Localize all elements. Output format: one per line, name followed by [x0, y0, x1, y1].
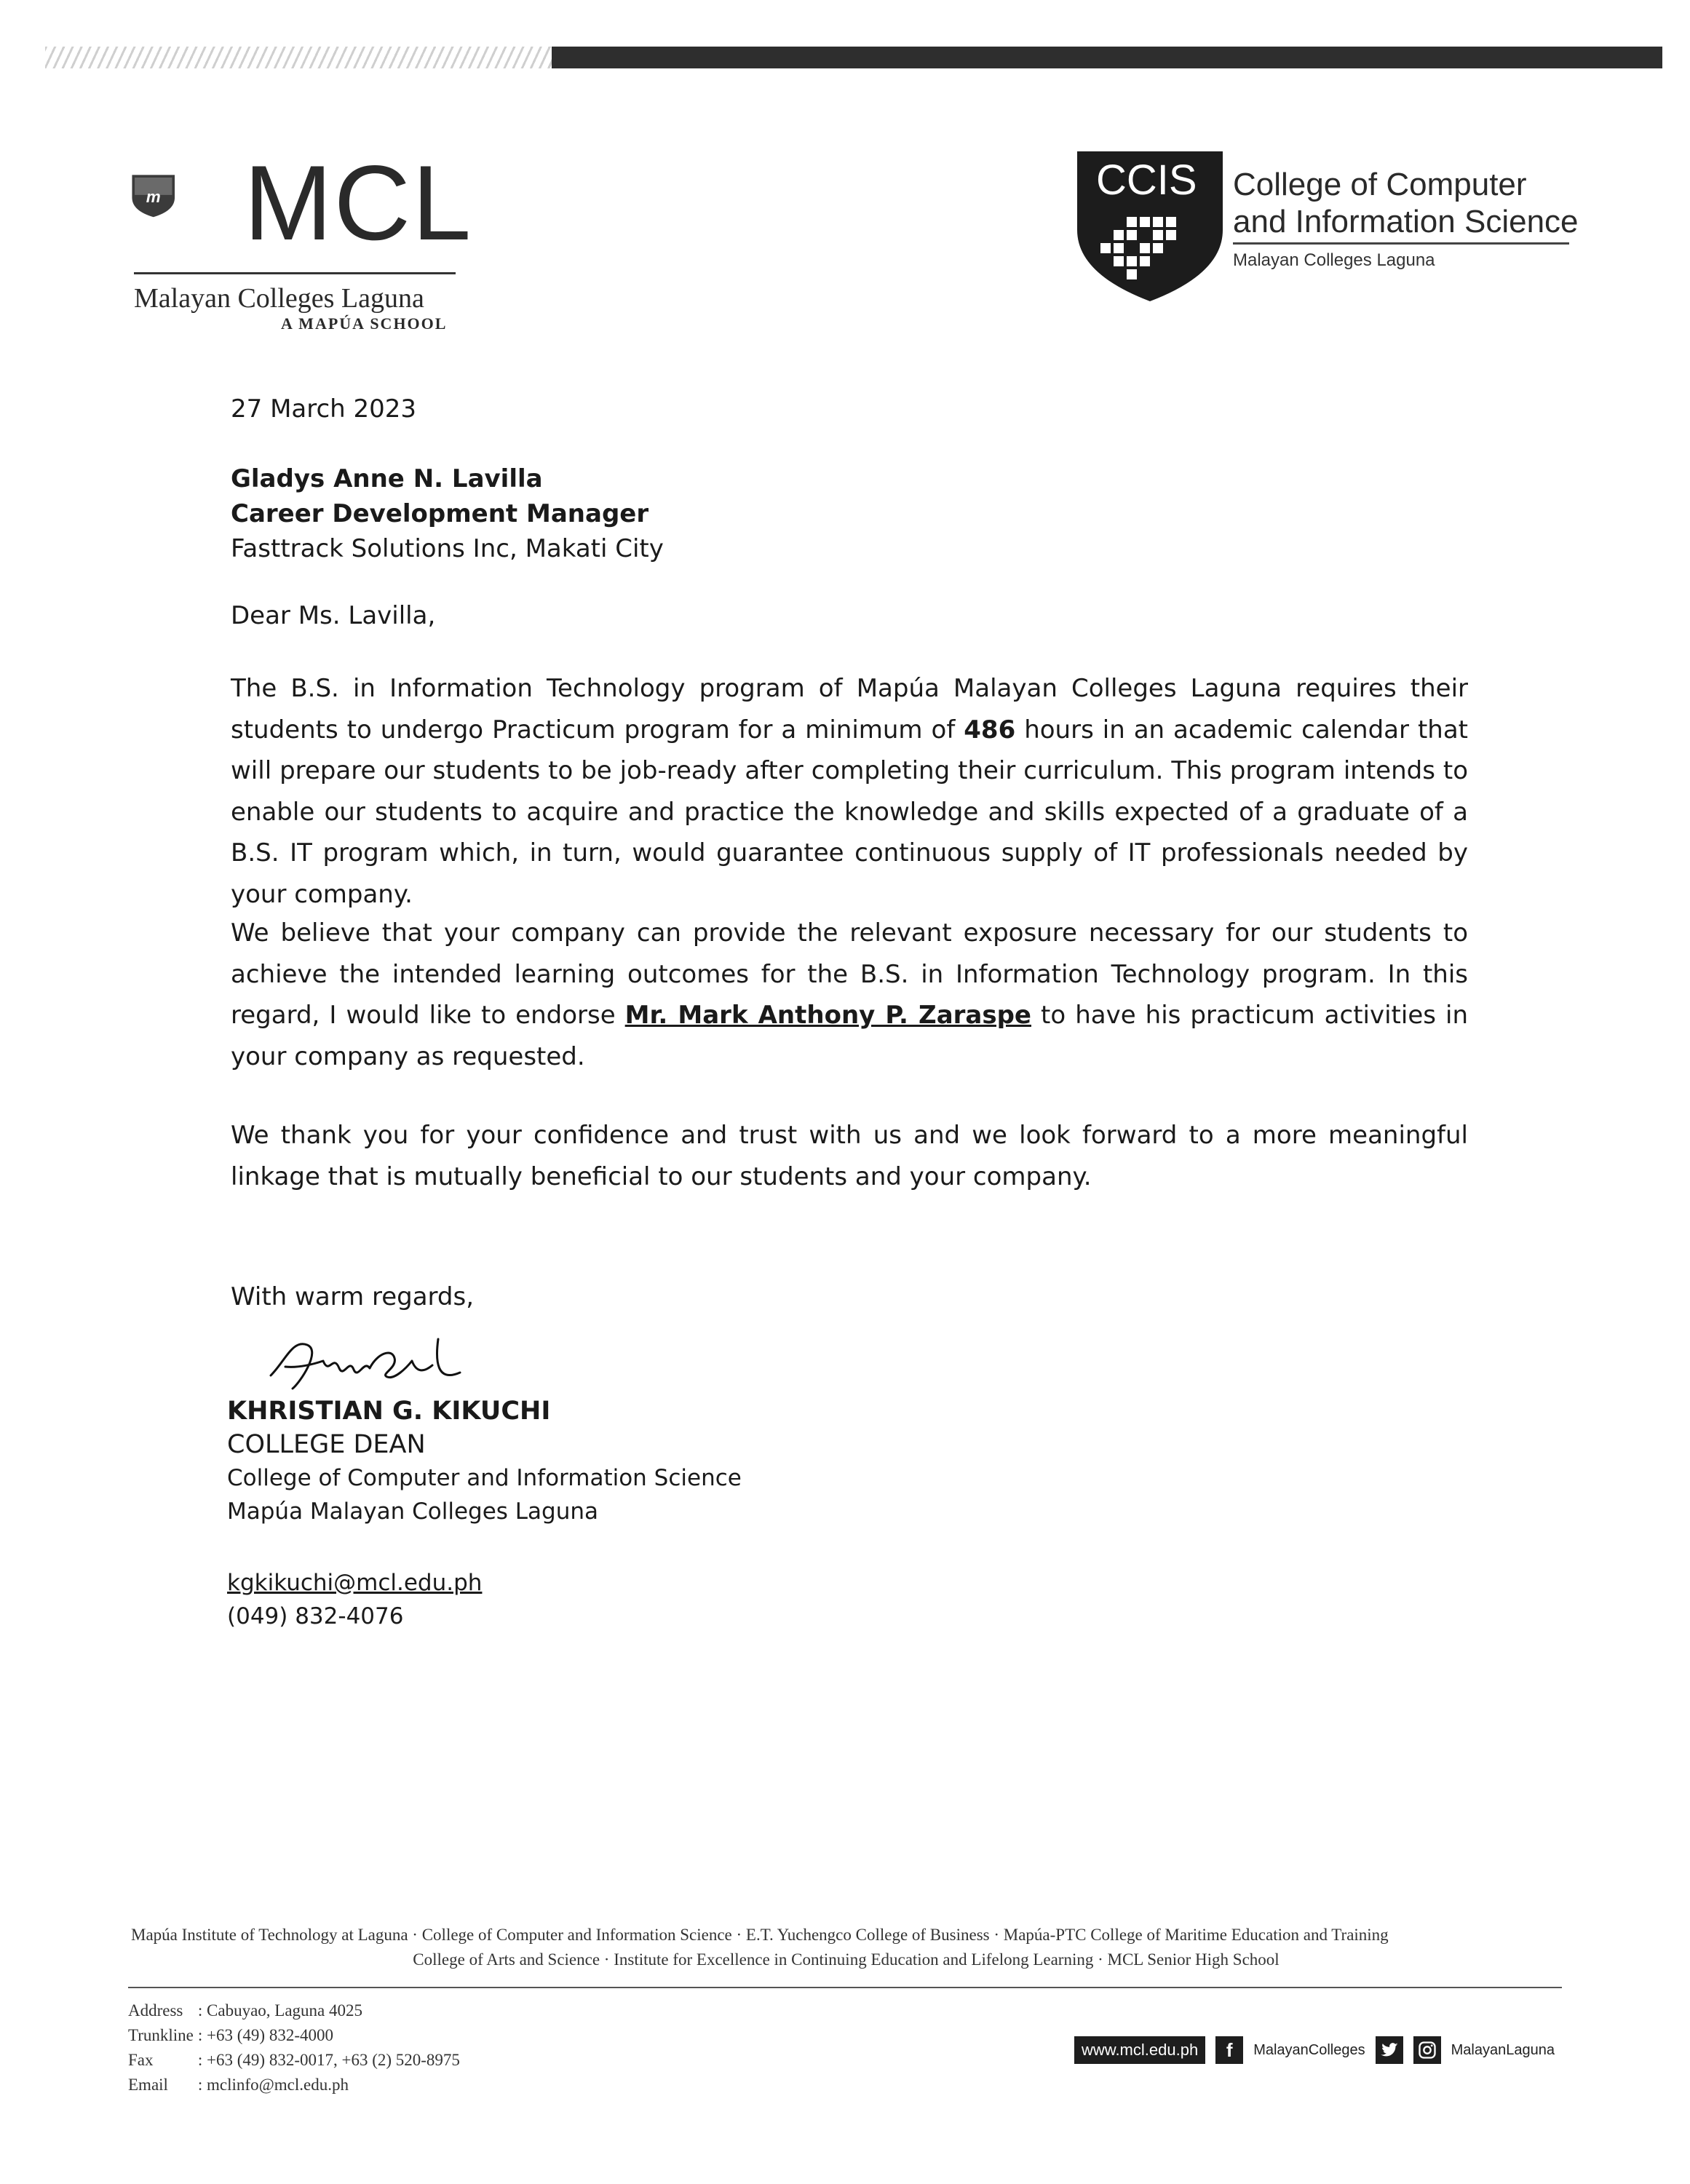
mcl-tagline: A MAPÚA SCHOOL [281, 314, 448, 333]
paragraph-1-part-a: The B.S. in Information Technology program of Mapúa Malayan Colleges Laguna requires their students to undergo Practicum program for a minimum of [231, 674, 1468, 744]
signer-college: College of Computer and Information Science [227, 1465, 742, 1491]
ccis-title-line2: and Information Science [1233, 204, 1579, 239]
footer-rule [128, 1987, 1562, 1988]
paragraph-1 [231, 668, 1468, 915]
signer-school: Mapúa Malayan Colleges Laguna [227, 1498, 599, 1525]
paragraph-2-part-a: We believe that your company can provide the relevant exposure necessary for our students to achieve the intended learning outcomes for the B.S. in Information Technology program. In this regard, I would like to endorse [231, 918, 1468, 1030]
signer-name: KHRISTIAN G. KIKUCHI [227, 1397, 551, 1426]
closing: With warm regards, [231, 1282, 475, 1311]
signer-block [227, 1394, 742, 1528]
recipient-block [231, 461, 664, 566]
ccis-logo-rule [1233, 242, 1569, 245]
paragraph-2 [231, 913, 1468, 1077]
signer-email-link[interactable]: kgkikuchi@mcl.edu.ph [227, 1570, 483, 1596]
paragraph-3: We thank you for your confidence and trust with us and we look forward to a more meaningful linkage that is mutually beneficial to our students and your company. [231, 1121, 1468, 1191]
signer-phone: (049) 832-4076 [227, 1603, 404, 1629]
recipient-name: Gladys Anne N. Lavilla [231, 464, 543, 493]
recipient-title: Career Development Manager [231, 499, 649, 528]
fax-value: : +63 (49) 832-0017, +63 (2) 520-8975 [197, 2051, 460, 2069]
footer-trunkline-row [128, 2023, 464, 2048]
mcl-logo-rule [134, 272, 456, 274]
trunkline-value: : +63 (49) 832-4000 [197, 2026, 333, 2044]
twitter-icon[interactable] [1376, 2036, 1403, 2064]
address-value: : Cabuyao, Laguna 4025 [197, 2001, 363, 2020]
footer-schools-line1: Mapúa Institute of Technology at Laguna · College of Computer and Information Science · E.T. Yuchengco College of Business · Mapúa-PTC College of Maritime Education and Training [131, 1926, 1389, 1944]
letter-date: 27 March 2023 [231, 394, 417, 424]
facebook-handle[interactable]: MalayanColleges [1253, 2041, 1365, 2058]
student-name: Mr. Mark Anthony P. Zaraspe [624, 1001, 1031, 1030]
recipient-company: Fasttrack Solutions Inc, Makati City [231, 534, 664, 563]
ccis-badge-text: CCIS [1096, 156, 1197, 204]
paragraph-1-part-b: hours in an academic calendar that will prepare our students to be job-ready after completing their curriculum. This program intends to enable our students to acquire and practice the knowledge and skills expected of a graduate of a B.S. IT program which, in turn, would guarantee continuous supply of IT professionals needed by your company. [231, 715, 1468, 909]
trunkline-label: Trunkline [128, 2026, 194, 2044]
svg-text:m: m [146, 188, 161, 207]
footer-email-row [128, 2073, 464, 2097]
signer-contact [227, 1566, 482, 1633]
salutation: Dear Ms. Lavilla, [231, 601, 436, 630]
mcl-school-name: Malayan Colleges Laguna [134, 283, 424, 314]
footer-fax-row [128, 2048, 464, 2073]
email-label: Email [128, 2076, 168, 2094]
instagram-icon[interactable] [1413, 2036, 1441, 2064]
mcl-logo-text: MCL [244, 143, 473, 262]
ccis-title-line1: College of Computer [1233, 167, 1527, 202]
fax-label: Fax [128, 2051, 154, 2069]
signer-title: COLLEGE DEAN [227, 1430, 426, 1459]
mcl-shield-logo [131, 147, 255, 269]
footer-social-links [1074, 2036, 1555, 2064]
header-hatch-bar [45, 47, 555, 68]
footer-address-table [128, 1998, 464, 2097]
twitter-instagram-handle[interactable]: MalayanLaguna [1451, 2041, 1555, 2058]
footer-address-row [128, 1998, 464, 2023]
address-label: Address [128, 2001, 183, 2020]
paragraph-2-part-b: to have his practicum activities in your company as requested. [231, 1001, 1468, 1071]
header-dark-bar [552, 47, 1662, 68]
ccis-title [1233, 166, 1579, 240]
ccis-subtitle: Malayan Colleges Laguna [1233, 250, 1435, 270]
handwritten-signature [263, 1332, 467, 1397]
practicum-hours: 486 [964, 715, 1016, 744]
website-link[interactable]: www.mcl.edu.ph [1074, 2036, 1205, 2064]
footer-schools-line2: College of Arts and Science · Institute for Excellence in Continuing Education and Lifelong Learning · MCL Senior High School [413, 1950, 1280, 1969]
email-value: : mclinfo@mcl.edu.ph [197, 2076, 349, 2094]
facebook-icon[interactable]: f [1215, 2036, 1243, 2064]
